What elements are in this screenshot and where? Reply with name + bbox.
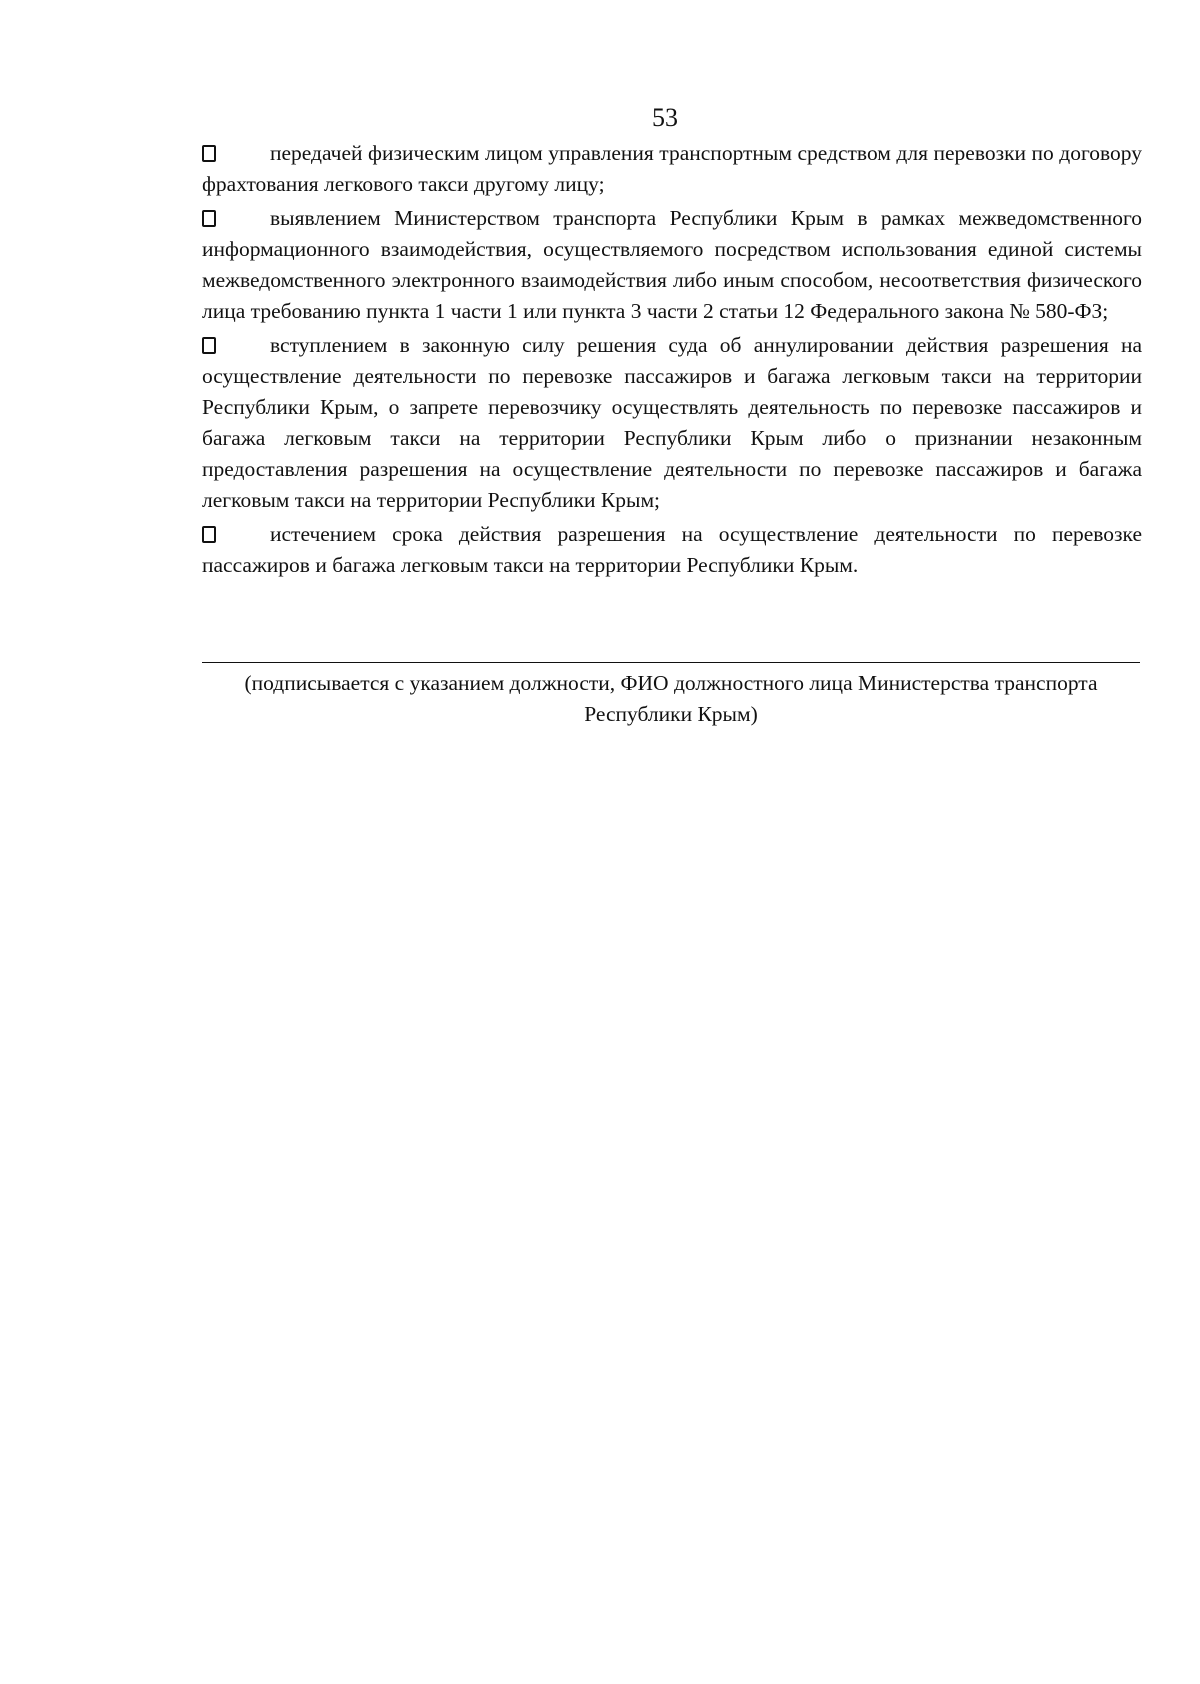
signature-line xyxy=(202,662,1140,663)
list-item xyxy=(202,519,1142,581)
list-item-text: истечением срока действия разрешения на осуществление деятельности по перевозке пассажиров и багажа легковым такси на территории Республики Крым. xyxy=(202,522,1142,577)
list-item xyxy=(202,203,1142,327)
list-item-text: передачей физическим лицом управления транспортным средством для перевозки по договору фрахтования легкового такси другому лицу; xyxy=(202,141,1142,196)
checkbox-icon xyxy=(202,145,216,162)
checkbox-icon xyxy=(202,337,216,354)
list-item-text: вступлением в законную силу решения суда об аннулировании действия разрешения на осуществление деятельности по перевозке пассажиров и багажа легковым такси на территории Республики Крым, о запрете перевозчику осуществлять деятельность по перевозке пассажиров и багажа легковым такси на территории Республики Крым либо о признании незаконным предоставления разрешения на осуществление деятельности по перевозке пассажиров и багажа легковым такси на территории Республики Крым; xyxy=(202,333,1142,512)
checkbox-icon xyxy=(202,210,216,227)
list-item-text: выявлением Министерством транспорта Республики Крым в рамках межведомственного информационного взаимодействия, осуществляемого посредством использования единой системы межведомственного электронного взаимодействия либо иным способом, несоответствия физического лица требованию пункта 1 части 1 или пункта 3 части 2 статьи 12 Федерального закона № 580-ФЗ; xyxy=(202,206,1142,323)
list-item xyxy=(202,330,1142,516)
signature-caption: (подписывается с указанием должности, ФИО должностного лица Министерства транспорта Республики Крым) xyxy=(244,671,1098,726)
page-number: 53 xyxy=(652,103,678,132)
item-list xyxy=(202,138,1142,584)
checkbox-icon xyxy=(202,526,216,543)
list-item xyxy=(202,138,1142,200)
